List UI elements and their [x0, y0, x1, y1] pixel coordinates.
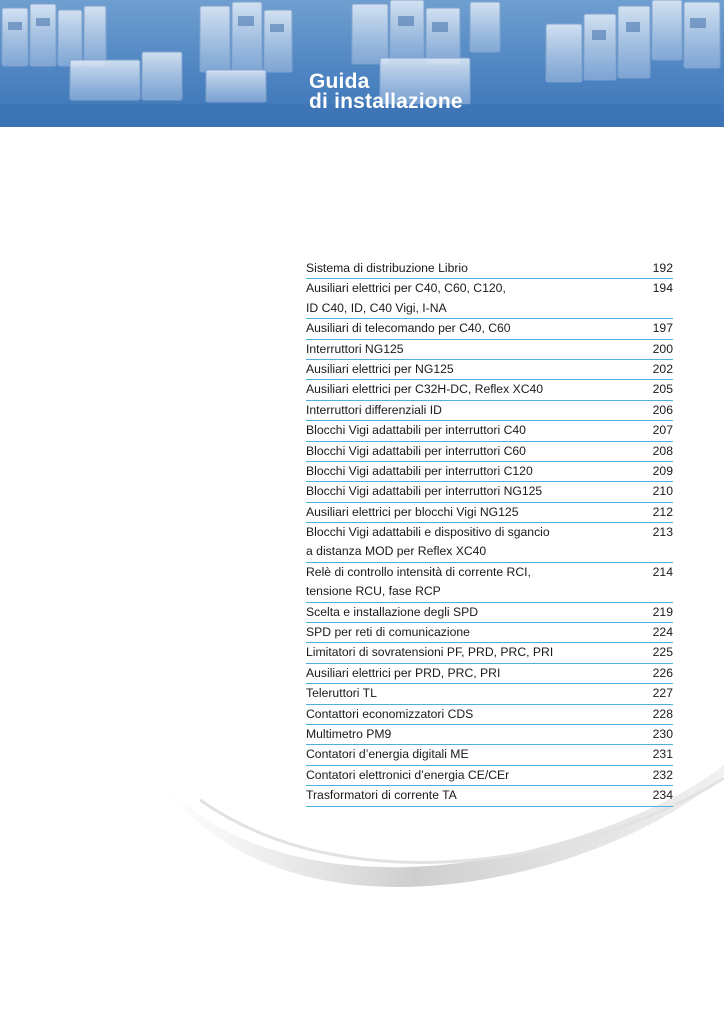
toc-entry[interactable]	[306, 340, 673, 360]
toc-entry[interactable]	[306, 401, 673, 421]
toc-entry[interactable]	[306, 523, 673, 563]
toc-entry-title: Sistema di distribuzione Librio	[306, 261, 468, 275]
toc-entry-page: 213	[652, 525, 673, 540]
toc-entry-title: Trasformatori di corrente TA	[306, 788, 457, 803]
toc-entry-title: Limitatori di sovratensioni PF, PRD, PRC, PRI	[306, 645, 554, 660]
toc-entry[interactable]	[306, 319, 673, 339]
toc-entry[interactable]	[306, 643, 673, 663]
toc-entry-page: 214	[652, 564, 673, 579]
toc-entry-page: 226	[652, 665, 673, 680]
toc-entry-title: ID C40, ID, C40 Vigi, I-NA	[306, 300, 447, 315]
toc-entry-page: 231	[652, 747, 673, 762]
toc-entry[interactable]	[306, 259, 673, 279]
toc-entry[interactable]	[306, 360, 673, 380]
toc-entry[interactable]	[306, 603, 673, 623]
toc-entry[interactable]	[306, 786, 673, 806]
toc-entry-page: 234	[652, 788, 673, 803]
page-title-line2: di installazione	[309, 90, 463, 113]
toc-entry-page: 227	[652, 686, 673, 701]
toc-entry-title: Blocchi Vigi adattabili per interruttori NG125	[306, 484, 543, 499]
toc-entry-title: Contatori elettronici d’energia CE/CEr	[306, 767, 510, 782]
toc-entry-title: Blocchi Vigi adattabili e dispositivo di sgancio	[306, 525, 550, 540]
toc-entry-title: Teleruttori TL	[306, 686, 377, 701]
toc-entry-page: 192	[652, 261, 673, 275]
toc-entry[interactable]	[306, 503, 673, 523]
toc-entry-title: Contatori d’energia digitali ME	[306, 747, 469, 762]
toc-entry-title: SPD per reti di comunicazione	[306, 625, 470, 640]
toc-entry-title: Interruttori differenziali ID	[306, 402, 442, 417]
toc-entry[interactable]	[306, 684, 673, 704]
toc-entry-title: Multimetro PM9	[306, 726, 392, 741]
toc-entry-page: 208	[652, 443, 673, 458]
toc-entry-title: Interruttori NG125	[306, 341, 404, 356]
toc-entry-page: 206	[652, 402, 673, 417]
toc-entry-page: 228	[652, 706, 673, 721]
toc-entry-title: a distanza MOD per Reflex XC40	[306, 544, 487, 559]
toc-entry[interactable]	[306, 725, 673, 745]
toc-entry-title: Relè di controllo intensità di corrente RCI,	[306, 564, 531, 579]
toc-entry-title: Blocchi Vigi adattabili per interruttori C60	[306, 443, 526, 458]
toc-entry[interactable]	[306, 482, 673, 502]
toc-entry[interactable]	[306, 279, 673, 319]
toc-entry-page: 232	[652, 767, 673, 782]
toc-entry[interactable]	[306, 462, 673, 482]
toc-entry-page: 197	[652, 321, 673, 336]
page-title-line1: Guida	[309, 70, 370, 93]
toc-entry-page: 225	[652, 645, 673, 660]
toc-entry[interactable]	[306, 380, 673, 400]
toc-entry[interactable]	[306, 705, 673, 725]
toc-entry-title: Ausiliari elettrici per C40, C60, C120,	[306, 281, 506, 296]
toc-entry-title: Ausiliari elettrici per C32H-DC, Reflex XC40	[306, 382, 544, 397]
toc-entry-title: Blocchi Vigi adattabili per interruttori C40	[306, 423, 526, 438]
toc-entry-title: Ausiliari di telecomando per C40, C60	[306, 321, 511, 336]
toc-entry-title: Ausiliari elettrici per blocchi Vigi NG125	[306, 504, 519, 519]
toc-entry-title: Blocchi Vigi adattabili per interruttori C120	[306, 463, 533, 478]
toc-entry-title: Ausiliari elettrici per PRD, PRC, PRI	[306, 665, 501, 680]
toc-entry[interactable]	[306, 623, 673, 643]
toc-entry-title: Contattori economizzatori CDS	[306, 706, 474, 721]
toc-entry[interactable]	[306, 563, 673, 603]
toc-entry-page: 207	[652, 423, 673, 438]
toc-entry[interactable]	[306, 664, 673, 684]
toc-entry-page: 219	[652, 604, 673, 619]
toc-entry-page: 200	[652, 341, 673, 356]
toc-entry-page: 210	[652, 484, 673, 499]
toc-entry[interactable]	[306, 442, 673, 462]
toc-entry-page: 194	[652, 281, 673, 296]
toc-entry-page: 202	[652, 361, 673, 376]
toc-entry-page: 205	[652, 382, 673, 397]
toc-entry-page: 224	[652, 625, 673, 640]
toc-entry-page: 212	[652, 504, 673, 519]
toc-entry[interactable]	[306, 745, 673, 765]
toc-entry-page: 209	[652, 463, 673, 478]
toc-entry[interactable]	[306, 421, 673, 441]
toc-entry-title: Scelta e installazione degli SPD	[306, 604, 479, 619]
table-of-contents	[306, 259, 673, 807]
toc-entry[interactable]	[306, 766, 673, 786]
toc-entry-title: tensione RCU, fase RCP	[306, 584, 441, 599]
toc-entry-page: 230	[652, 726, 673, 741]
toc-entry-title: Ausiliari elettrici per NG125	[306, 361, 454, 376]
